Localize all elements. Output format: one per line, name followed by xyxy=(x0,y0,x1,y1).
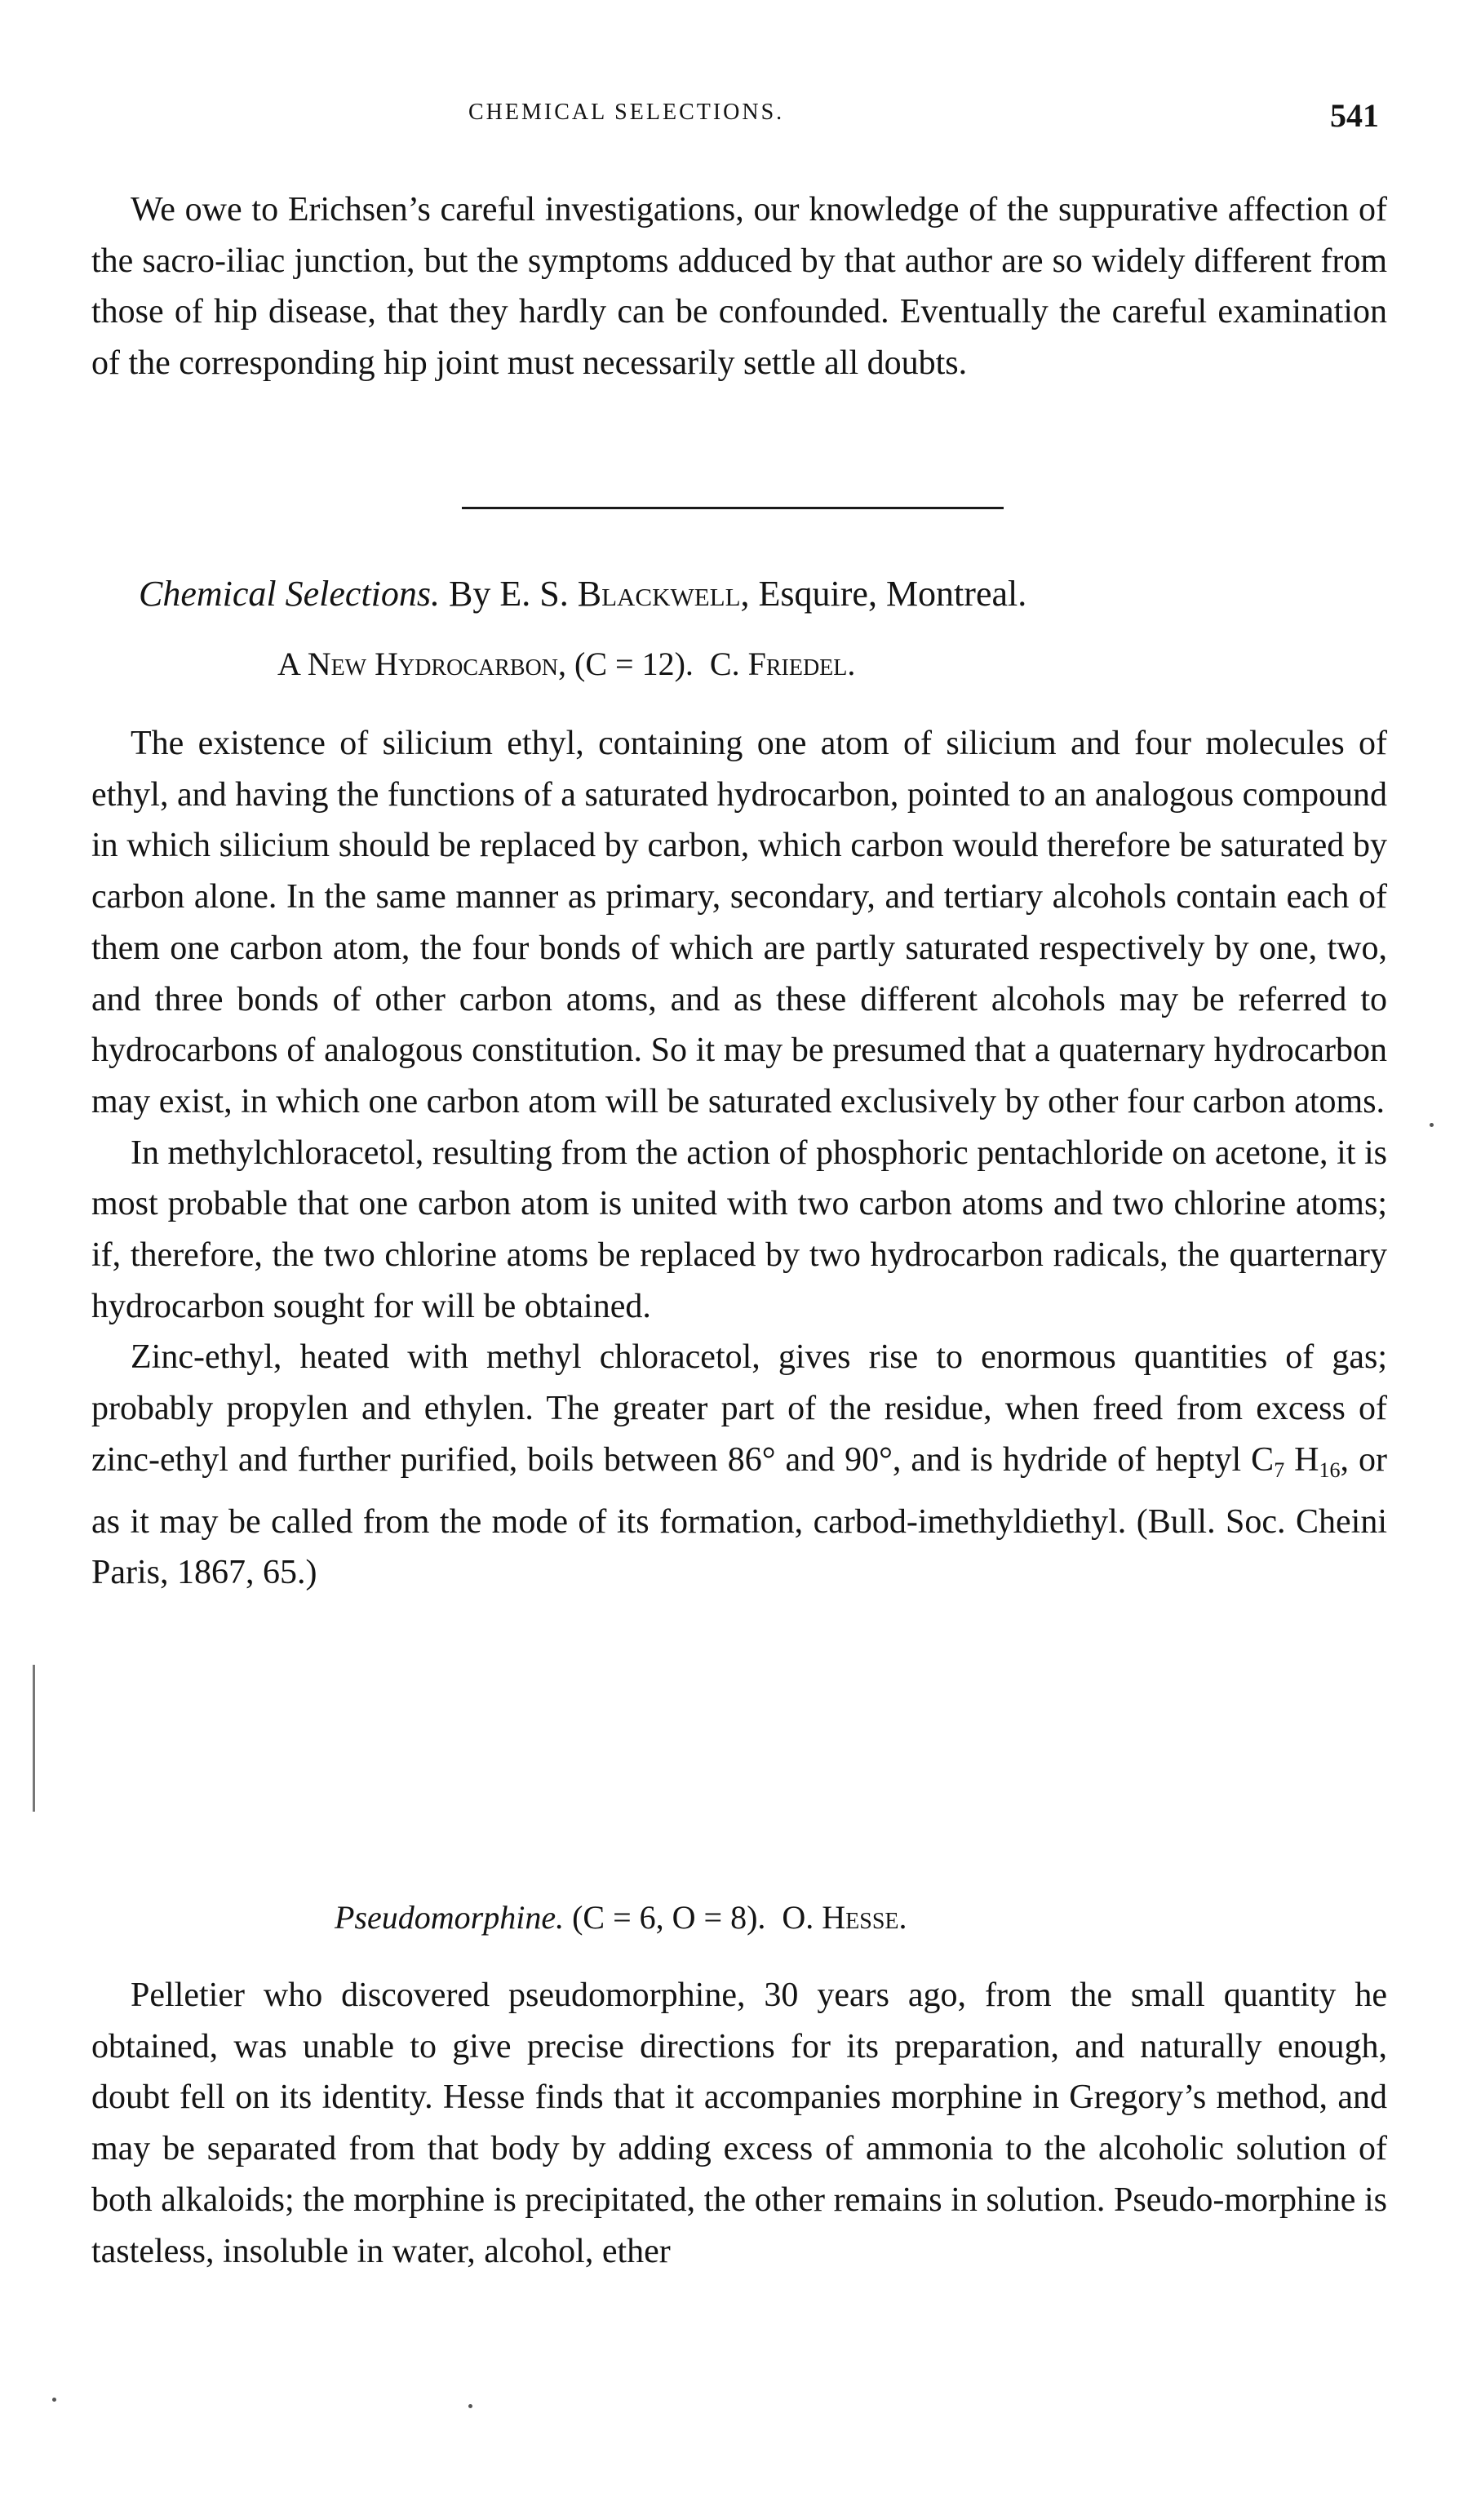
margin-mark xyxy=(33,1665,35,1812)
body-paragraph: The existence of silicium ethyl, containing one atom of silicium and four molecules of ethyl, and having the functions of a saturated hydrocarbon, pointed to an analogous compound in which silicium should be replaced by carbon, which carbon would therefore be saturated by carbon alone. In the same manner as primary, secondary, and tertiary alcohols contain each of them one carbon atom, the four bonds of which are partly saturated respectively by one, two, and three bonds of other carbon atoms, and as these different alcohols may be referred to hydrocarbons of analogous constitution. So it may be presumed that a quaternary hydrocarbon may exist, in which one carbon atom will be saturated exclusively by other four carbon atoms. xyxy=(91,725,1387,1120)
article-title-a: A xyxy=(277,646,299,682)
page-number: 541 xyxy=(1330,97,1379,134)
article-title-pseudomorphine xyxy=(335,1898,1232,1944)
ink-speck xyxy=(52,2398,56,2402)
section-affiliation: Esquire, Montreal. xyxy=(758,574,1027,614)
running-head: CHEMICAL SELECTIONS. xyxy=(468,100,785,125)
article-body-hydrocarbon xyxy=(91,718,1387,1599)
article2-author: O. Hesse. xyxy=(782,1899,907,1936)
body-paragraph xyxy=(91,1332,1387,1599)
para3-subscript-7: 7 xyxy=(1274,1457,1285,1482)
article-body-pseudomorphine xyxy=(91,1970,1387,2277)
section-by: By E. S. xyxy=(449,574,569,614)
article2-title: Pseudomorphine. xyxy=(335,1899,565,1936)
body-paragraph: Pelletier who discovered pseudomorphine, 30 years ago, from the small quantity he obtained, was unable to give precise directions for its preparation, and naturally enough, doubt fell on its identity. Hesse finds that it accompanies morphine in Gregory’s method, and may be separated from that body by adding excess of ammonia to the alcoholic solution of both alkaloids; the morphine is precipitated, the other remains in solution. Pseudo-morphine is tasteless, insoluble in water, alcohol, ether xyxy=(91,1977,1387,2270)
article-title-hydrocarbon xyxy=(277,645,1257,690)
body-paragraph: In methylchloracetol, resulting from the action of phosphoric pentachloride on acetone, it is most probable that one carbon atom is united with two carbon atoms and two chlorine atoms; if, therefore, the two chlorine atoms be replaced by two hydrocarbon radicals, the quarternary hydrocarbon sought for will be obtained. xyxy=(91,1134,1387,1325)
article-author: C. Friedel. xyxy=(709,646,856,682)
section-author: Blackwell, xyxy=(577,574,750,614)
intro-section xyxy=(91,184,1387,389)
section-divider xyxy=(462,507,1004,509)
para3-subscript-16: 16 xyxy=(1319,1457,1341,1482)
para3-mid: H xyxy=(1284,1440,1319,1479)
ink-speck xyxy=(468,2404,472,2408)
para3-pre: Zinc-ethyl, heated with methyl chloracetol, gives rise to enormous quantities of gas; probably propylen and ethylen. The greater part of the residue, when freed from excess of zinc-ethyl and further purified, boils between 86° and 90°, and is hydride of heptyl C xyxy=(91,1338,1387,1479)
section-title: Chemical Selections. xyxy=(139,574,441,614)
section-heading xyxy=(139,573,1363,622)
para3-post: , or as it may be called from the mode of its formation, carbod-imethyldiethyl. (Bull. Soc. Cheini Paris, 1867, 65.) xyxy=(91,1440,1387,1592)
article-title-main: New Hydrocarbon, xyxy=(307,646,567,682)
article2-formula: (C = 6, O = 8). xyxy=(572,1899,766,1936)
ink-speck xyxy=(1430,1123,1434,1127)
article-formula: (C = 12). xyxy=(574,646,694,682)
intro-paragraph: We owe to Erichsen’s careful investigations, our knowledge of the suppurative affection of the sacro-iliac junction, but the symptoms adduced by that author are so widely different from those of hip disease, that they hardly can be confounded. Eventually the careful examination of the corresponding hip joint must necessarily settle all doubts. xyxy=(91,191,1387,383)
